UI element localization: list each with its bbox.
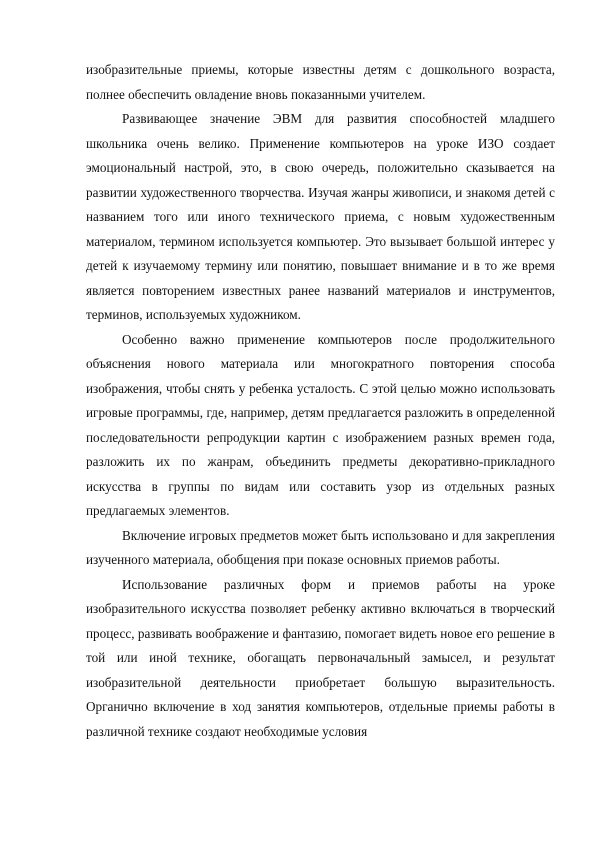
paragraph-forms-and-methods: Использование различных форм и приемов работы на уроке изобразительного искусства позволяет ребенку активно включаться в творческий процесс, развивать воображение и фантазию, помогает видеть новое его решение в той или иной технике, обогащать первоначальный замысел, и результат изобразительной деятельности приобретает большую выразительность. Органично включение в ход занятия компьютеров, отдельные приемы работы в различной технике создают необходимые условия — [86, 576, 555, 739]
paragraph-computer-after-explanation: Особенно важно применение компьютеров после продолжительного объяснения нового материала или многократного повторения способа изображения, чтобы снять у ребенка усталость. С этой целью можно использовать игровые программы, где, например, детям предлагается разложить в определенной последовательности репродукции картин с изображением разных времен года, разложить их по жанрам, объединить предметы декоративно-прикладного искусства в группы по видам или составить узор из отдельных разных предлагаемых элементов. — [86, 331, 555, 518]
document-page — [86, 58, 555, 744]
paragraph-continuation: изобразительные приемы, которые известны детям с дошкольного возраста, полнее обеспечить овладение вновь показанными учителем. — [86, 62, 555, 102]
paragraph-game-subjects: Включение игровых предметов может быть использовано и для закрепления изученного материала, обобщения при показе основных приемов работы. — [86, 527, 555, 567]
paragraph-computer-development: Развивающее значение ЭВМ для развития способностей младшего школьника очень велико. Применение компьютеров на уроке ИЗО создает эмоциональный настрой, это, в свою очередь, положительно сказывается на развитии художественного творчества. Изучая жанры живописи, и знакомя детей с названием того или иного технического приема, с новым художественным материалом, термином используется компьютер. Это вызывает большой интерес у детей к изучаемому термину или понятию, повышает внимание и в то же время является повторением известных ранее названий материалов и инструментов, терминов, используемых художником. — [86, 111, 555, 322]
